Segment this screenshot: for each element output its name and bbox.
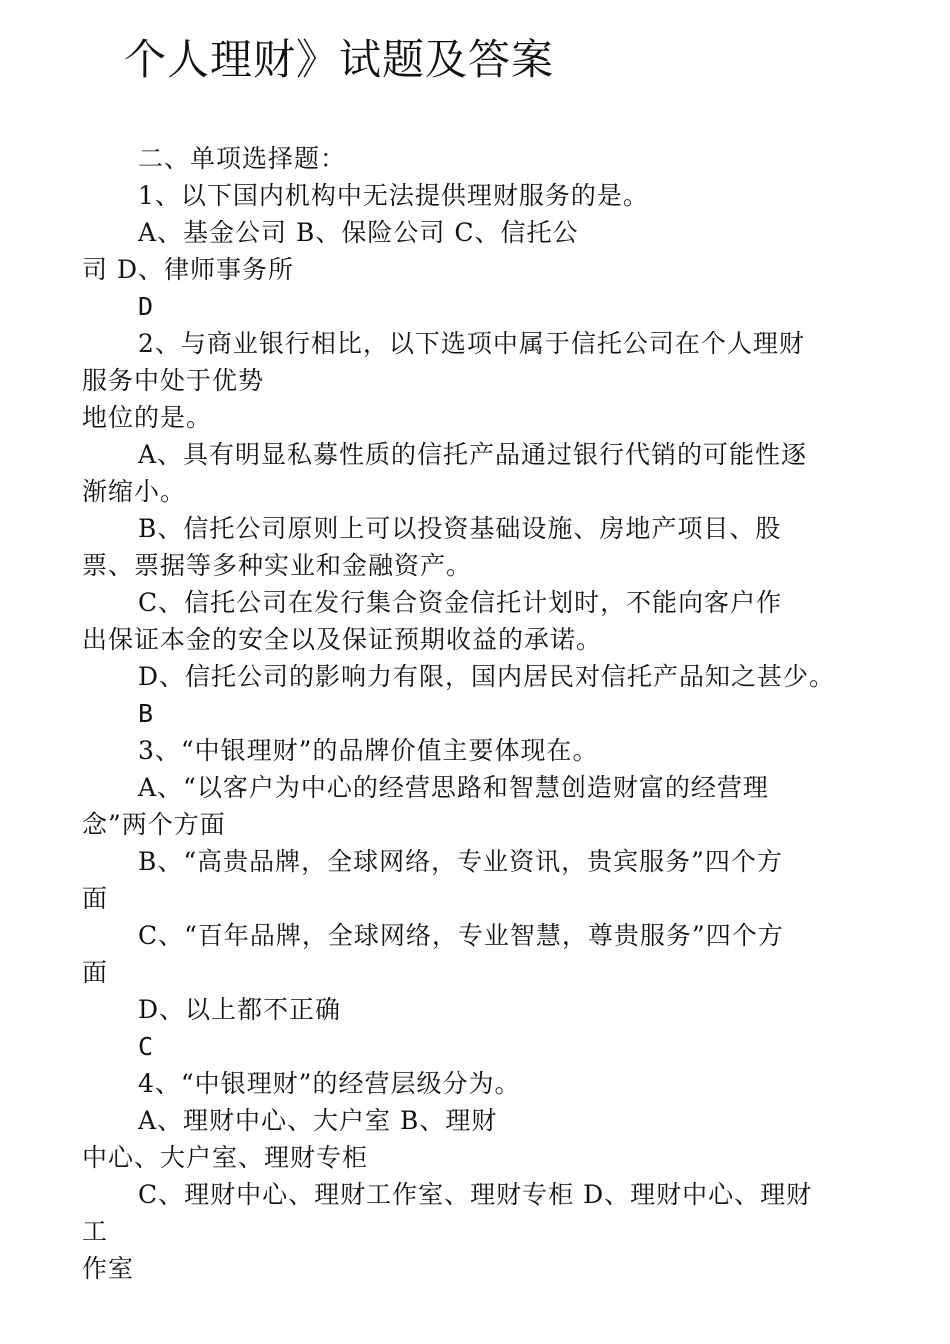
question-2-option-a-cont: 渐缩小。 [82, 477, 187, 506]
question-3-answer: C [138, 1032, 155, 1061]
question-2-cont: 服务中处于优势 [82, 366, 265, 395]
question-3-option-b-cont: 面 [82, 884, 109, 913]
question-list [82, 140, 902, 1287]
question-2-option-c: C、信托公司在发行集合资金信托计划时，不能向客户作 [138, 588, 783, 617]
question-2-option-c-cont: 出保证本金的安全以及保证预期收益的承诺。 [82, 625, 603, 654]
question-4-options: A、理财中心、大户室 B、理财 [138, 1106, 498, 1135]
question-3-option-a: A、“以客户为中心的经营思路和智慧创造财富的经营理 [138, 773, 769, 802]
question-2-answer: B [138, 699, 155, 728]
question-1-options-cont: 司 D、律师事务所 [82, 255, 294, 284]
question-3: 3、“中银理财”的品牌价值主要体现在。 [138, 736, 599, 765]
question-4: 4、“中银理财”的经营层级分为。 [138, 1069, 521, 1098]
question-2-option-b-cont: 票、票据等多种实业和金融资产。 [82, 551, 473, 580]
question-4-options-2: C、理财中心、理财工作室、理财专柜 D、理财中心、理财 [138, 1180, 813, 1209]
question-4-options-2-cont: 工 [82, 1217, 109, 1246]
question-3-option-a-cont: 念”两个方面 [82, 810, 226, 839]
document-title: 个人理财》试题及答案 [124, 35, 555, 84]
question-3-option-c-cont: 面 [82, 958, 109, 987]
section-heading: 二、单项选择题： [138, 144, 347, 173]
question-1-options: A、基金公司 B、保险公司 C、信托公 [138, 218, 579, 247]
question-2: 2、与商业银行相比，以下选项中属于信托公司在个人理财 [138, 329, 805, 358]
question-4-options-2-cont: 作室 [82, 1254, 135, 1283]
question-3-option-b: B、“高贵品牌，全球网络，专业资讯，贵宾服务”四个方 [138, 847, 783, 876]
question-2-option-a: A、具有明显私募性质的信托产品通过银行代销的可能性逐 [138, 440, 808, 469]
question-2-cont: 地位的是。 [82, 403, 213, 432]
question-3-option-c: C、“百年品牌，全球网络，专业智慧，尊贵服务”四个方 [138, 921, 784, 950]
question-2-option-b: B、信托公司原则上可以投资基础设施、房地产项目、股 [138, 514, 782, 543]
question-4-options-cont: 中心、大户室、理财专柜 [82, 1143, 369, 1172]
question-2-option-d: D、信托公司的影响力有限，国内居民对信托产品知之甚少。 [138, 662, 836, 691]
question-3-option-d: D、以上都不正确 [138, 995, 342, 1024]
question-1-answer: D [138, 292, 155, 321]
question-1: 1、以下国内机构中无法提供理财服务的是。 [138, 181, 649, 210]
